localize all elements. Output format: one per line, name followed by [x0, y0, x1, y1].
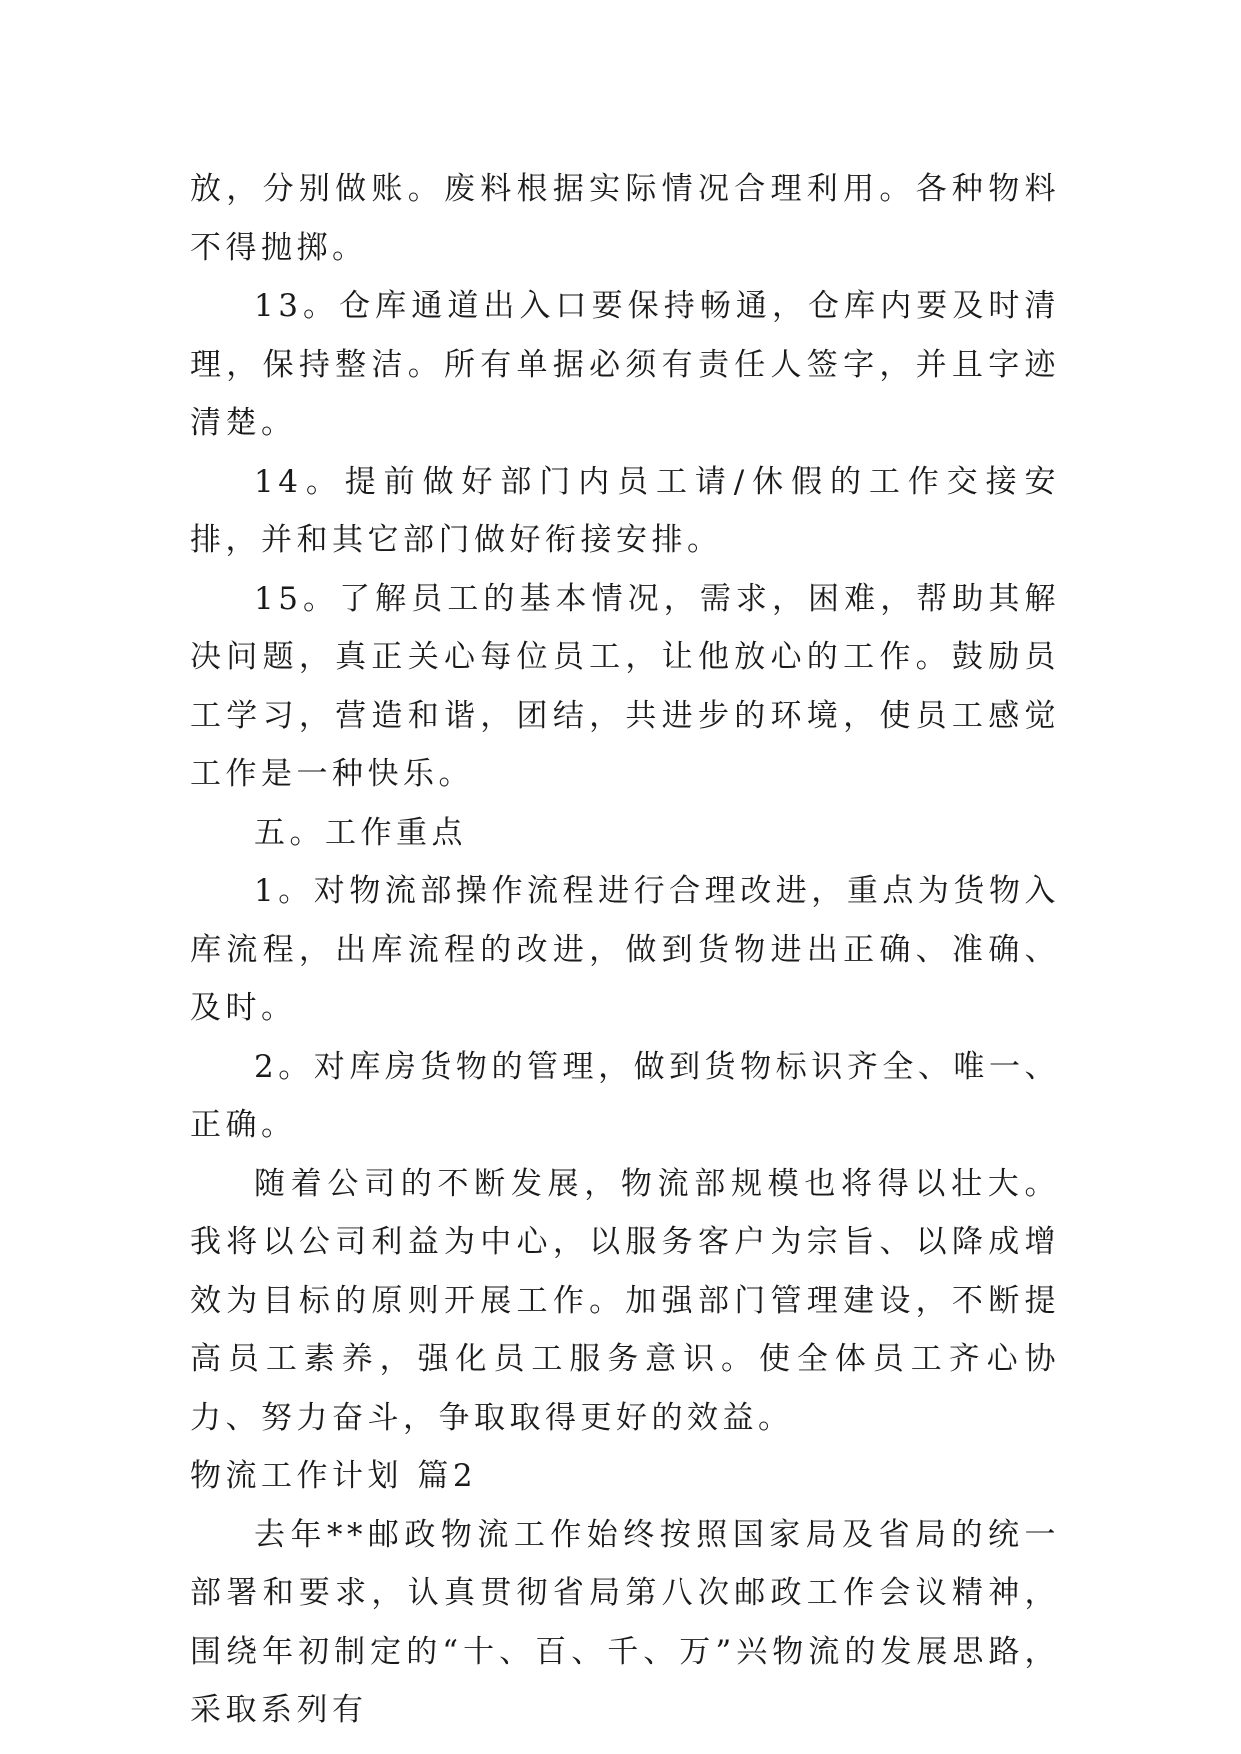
paragraph-focus-2: 2。对库房货物的管理，做到货物标识齐全、唯一、正确。: [190, 1048, 1060, 1143]
paragraph-focus-1: 1。对物流部操作流程进行合理改进，重点为货物入库流程，出库流程的改进，做到货物进出正确、准确、及时。: [190, 873, 1060, 1026]
document-body: [190, 160, 1060, 1740]
paragraph-item-14: 14。提前做好部门内员工请/休假的工作交接安排，并和其它部门做好衔接安排。: [190, 463, 1060, 558]
section-heading-work-focus: 五。工作重点: [254, 814, 467, 851]
article-title-part-2: 物流工作计划 篇2: [190, 1458, 478, 1494]
paragraph-continued: 放，分别做账。废料根据实际情况合理利用。各种物料不得抛掷。: [190, 171, 1060, 266]
paragraph-part-2-intro: 去年**邮政物流工作始终按照国家局及省局的统一部署和要求，认真贯彻省局第八次邮政工作会议精神，围绕年初制定的“十、百、千、万”兴物流的发展思路，采取系列有: [190, 1516, 1060, 1728]
paragraph-item-15: 15。了解员工的基本情况，需求，困难，帮助其解决问题，真正关心每位员工，让他放心的工作。鼓励员工学习，营造和谐，团结，共进步的环境，使员工感觉工作是一种快乐。: [190, 580, 1060, 792]
paragraph-item-13: 13。仓库通道出入口要保持畅通，仓库内要及时清理，保持整洁。所有单据必须有责任人签字，并且字迹清楚。: [190, 288, 1060, 441]
paragraph-conclusion: 随着公司的不断发展，物流部规模也将得以壮大。我将以公司利益为中心，以服务客户为宗旨、以降成增效为目标的原则开展工作。加强部门管理建设，不断提高员工素养，强化员工服务意识。使全体员工齐心协力、努力奋斗，争取取得更好的效益。: [190, 1165, 1060, 1436]
